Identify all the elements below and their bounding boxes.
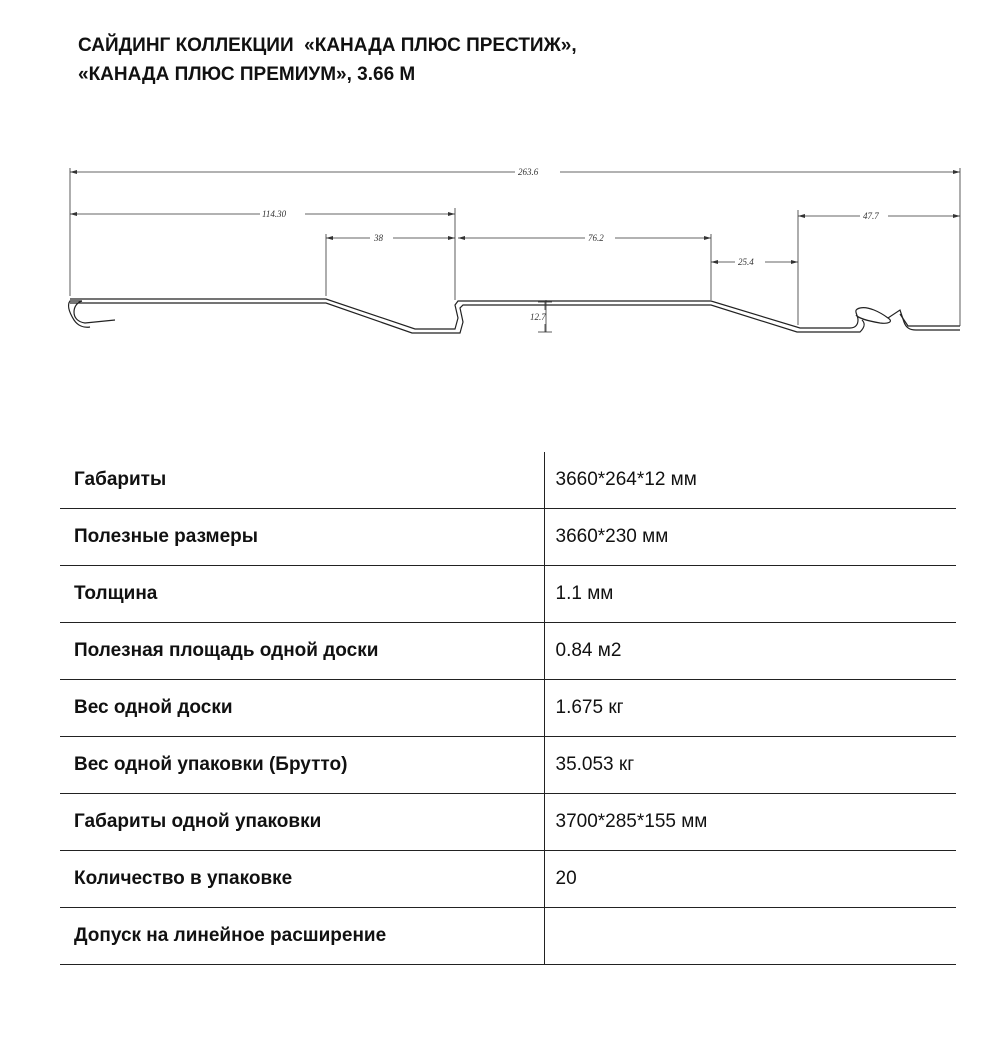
- spec-label: Вес одной доски: [60, 680, 544, 737]
- spec-label: Габариты одной упаковки: [60, 794, 544, 851]
- title-line-1: САЙДИНГ КОЛЛЕКЦИИ «КАНАДА ПЛЮС ПРЕСТИЖ»,: [78, 35, 577, 56]
- spec-label: Полезная площадь одной доски: [60, 623, 544, 680]
- spec-value: [544, 908, 956, 965]
- table-row: [60, 851, 956, 908]
- spec-value: 3660*264*12 мм: [544, 452, 956, 509]
- spec-value: 3700*285*155 мм: [544, 794, 956, 851]
- spec-value: 3660*230 мм: [544, 509, 956, 566]
- dimension-arrows: [70, 170, 960, 264]
- dimension-lines: [70, 168, 960, 332]
- page-title: [78, 31, 577, 89]
- spec-value: 20: [544, 851, 956, 908]
- dim-38-label: 38: [374, 233, 383, 243]
- spec-label: Толщина: [60, 566, 544, 623]
- table-row: [60, 452, 956, 509]
- spec-value: 35.053 кг: [544, 737, 956, 794]
- dim-114-label: 114.30: [262, 209, 287, 219]
- spec-value: 1.675 кг: [544, 680, 956, 737]
- spec-label: Количество в упаковке: [60, 851, 544, 908]
- spec-value: 0.84 м2: [544, 623, 956, 680]
- table-row: [60, 623, 956, 680]
- profile-outline: [69, 299, 960, 333]
- right-nail-flange: [900, 314, 960, 326]
- dim-47-label: 47.7: [863, 211, 879, 221]
- dim-total-label: 263.6: [518, 167, 539, 177]
- table-row: [60, 680, 956, 737]
- dim-12-label: 12.7: [530, 312, 546, 322]
- title-line-2: «КАНАДА ПЛЮС ПРЕМИУМ», 3.66 М: [78, 64, 416, 85]
- spec-table: [60, 452, 956, 965]
- spec-label: Полезные размеры: [60, 509, 544, 566]
- table-row: [60, 566, 956, 623]
- left-hook: [74, 301, 115, 323]
- siding-profile-drawing: [60, 160, 970, 350]
- dim-76-label: 76.2: [588, 233, 604, 243]
- profile-svg: [60, 160, 970, 350]
- spec-value: 1.1 мм: [544, 566, 956, 623]
- table-row: [60, 908, 956, 965]
- spec-label: Допуск на линейное расширение: [60, 908, 544, 965]
- table-row: [60, 794, 956, 851]
- spec-label: Габариты: [60, 452, 544, 509]
- spec-label: Вес одной упаковки (Брутто): [60, 737, 544, 794]
- right-lock-loop: [850, 308, 890, 328]
- table-row: [60, 509, 956, 566]
- table-row: [60, 737, 956, 794]
- dim-25-label: 25.4: [738, 257, 754, 267]
